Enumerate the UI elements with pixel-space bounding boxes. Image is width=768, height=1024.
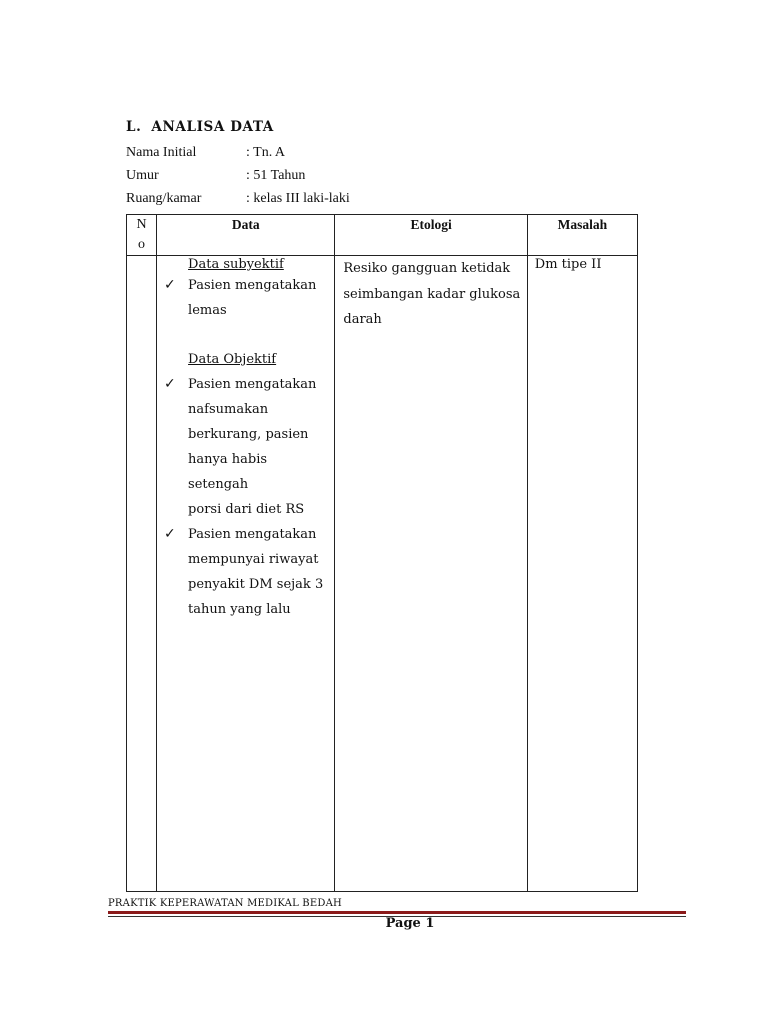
footer-title: PRAKTIK KEPERAWATAN MEDIKAL BEDAH <box>108 898 342 909</box>
info-value-room: : kelas III laki-laki <box>246 191 350 206</box>
header-no: N o <box>127 215 157 256</box>
header-etologi: Etologi <box>335 215 527 256</box>
section-title: ANALISA DATA <box>151 119 274 135</box>
info-value-name: : Tn. A <box>246 145 286 160</box>
list-item: ✓ Pasien mengatakan lemas <box>163 273 328 323</box>
info-label-name: Nama Initial <box>126 145 197 160</box>
list-item: ✓ Pasien mengatakan nafsumakan berkurang, pasien hanya habis setengah porsi dari diet RS <box>163 372 328 522</box>
checkmark-icon: ✓ <box>164 277 176 293</box>
cell-masalah: Dm tipe II <box>527 256 637 892</box>
info-row-name <box>126 144 285 162</box>
info-value-age: : 51 Tahun <box>246 168 306 183</box>
footer-divider-accent <box>108 911 686 914</box>
info-row-age <box>126 167 305 185</box>
info-label-room: Ruang/kamar <box>126 191 202 206</box>
checkmark-icon: ✓ <box>164 376 176 392</box>
section-letter: L. <box>126 119 142 135</box>
data-subjektif-title: Data subyektif <box>188 257 284 272</box>
info-label-age: Umur <box>126 168 159 183</box>
table-row <box>127 256 638 892</box>
table-header-row <box>127 215 638 256</box>
list-item: ✓ Pasien mengatakan mempunyai riwayat penyakit DM sejak 3 tahun yang lalu <box>163 522 328 622</box>
header-data: Data <box>157 215 335 256</box>
cell-etologi: Resiko gangguan ketidak seimbangan kadar glukosa darah <box>335 256 527 892</box>
section-heading <box>126 119 274 135</box>
analysis-table <box>126 214 638 892</box>
checkmark-icon: ✓ <box>164 526 176 542</box>
data-objektif-title: Data Objektif <box>188 352 277 367</box>
page-number: Page 1 <box>385 916 435 931</box>
header-masalah: Masalah <box>527 215 637 256</box>
info-row-room <box>126 190 350 208</box>
cell-data <box>157 256 335 892</box>
cell-no <box>127 256 157 892</box>
